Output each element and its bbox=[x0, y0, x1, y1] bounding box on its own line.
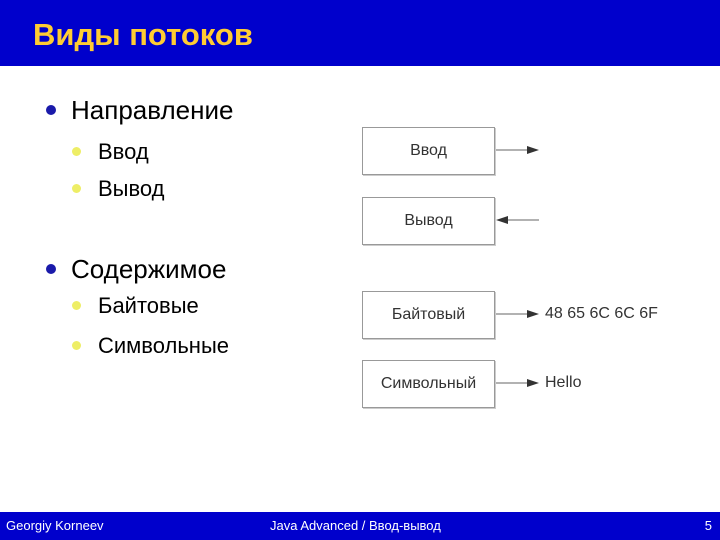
output-box: Вывод bbox=[362, 197, 495, 245]
char-box: Символьный bbox=[362, 360, 495, 408]
char-arrow-icon bbox=[527, 379, 539, 387]
sub-bullet-byte: Байтовые bbox=[98, 293, 199, 318]
bullet-content: Содержимое bbox=[71, 254, 227, 284]
sub-bullet-output: Вывод bbox=[98, 176, 165, 201]
byte-box: Байтовый bbox=[362, 291, 495, 339]
page-number: 5 bbox=[704, 518, 712, 533]
footer-course: Java Advanced / Ввод-вывод bbox=[270, 518, 441, 533]
input-box: Ввод bbox=[362, 127, 495, 175]
input-arrow-icon bbox=[527, 146, 539, 154]
footer-author: Georgiy Korneev bbox=[6, 518, 104, 533]
bullet-direction: Направление bbox=[71, 95, 234, 125]
slide-title: Виды потоков bbox=[33, 17, 253, 52]
output-arrow-icon bbox=[496, 216, 508, 224]
footer-bar bbox=[0, 512, 720, 540]
char-value: Hello bbox=[545, 374, 582, 391]
sub-bullet-input: Ввод bbox=[98, 139, 149, 164]
byte-value: 48 65 6C 6C 6F bbox=[545, 305, 658, 322]
sub-bullet-char: Символьные bbox=[98, 333, 229, 358]
byte-arrow-icon bbox=[527, 310, 539, 318]
